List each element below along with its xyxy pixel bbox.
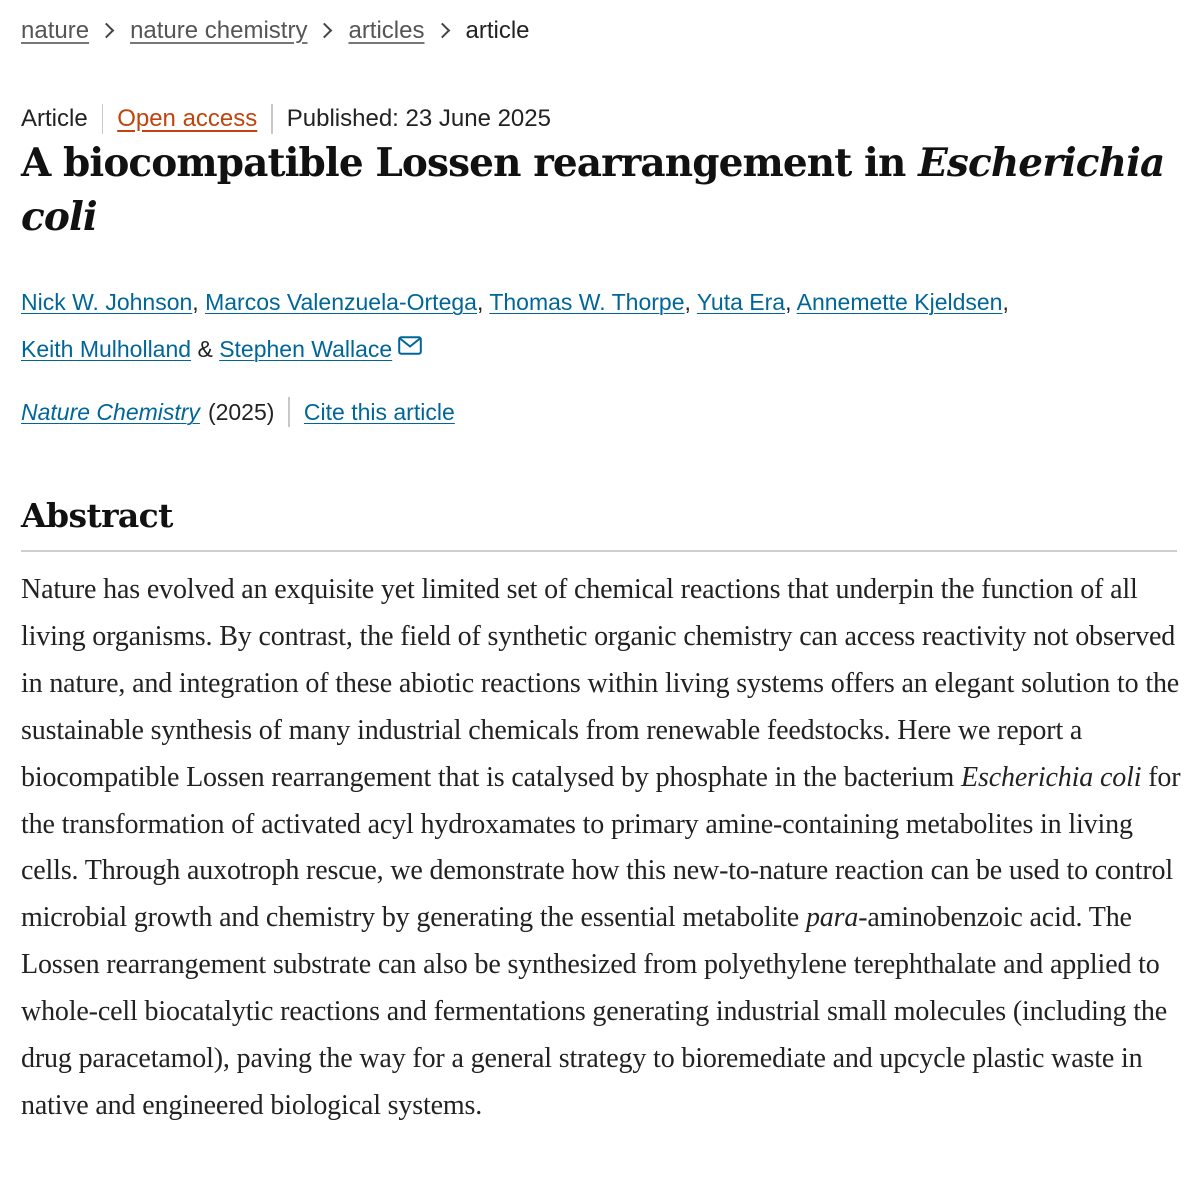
breadcrumb-link-nature-chemistry[interactable]: nature chemistry — [130, 17, 308, 44]
author-link-corresponding[interactable]: Stephen Wallace — [219, 336, 393, 362]
abstract-text-part: Nature has evolved an exquisite yet limited set of chemical reactions that underpin the function of all living organisms. By contrast, the field of synthetic organic chemistry can access reactivity not observed in nature, and integration of these abiotic reactions within living systems offers an elegant solution to the sustainable synthesis of many industrial chemicals from renewable feedstocks. Here we report a biocompatible Lossen rearrangement that is catalysed by phosphate in the bacterium — [21, 574, 1180, 793]
meta-divider — [271, 104, 273, 134]
author-link[interactable]: Thomas W. Thorpe — [489, 289, 685, 315]
author-link[interactable]: Keith Mulholland — [21, 336, 192, 362]
published-date: Published: 23 June 2025 — [286, 105, 551, 132]
author-ampersand: & — [197, 336, 213, 362]
abstract-text — [21, 567, 1181, 1130]
journal-link[interactable]: Nature Chemistry — [21, 399, 200, 425]
abstract-text-part: -aminobenzoic acid. The Lossen rearrangement substrate can also be synthesized from polyethylene terephthalate and applied to whole-cell biocatalytic reactions and fermentations generating industrial small molecules (including the drug paracetamol), paving the way for a general strategy to bioremediate and upcycle plastic waste in native and engineered biological systems. — [21, 902, 1168, 1121]
mail-icon[interactable] — [398, 324, 422, 371]
cite-article-link[interactable]: Cite this article — [303, 399, 455, 425]
article-type: Article — [21, 105, 88, 132]
author-link[interactable]: Marcos Valenzuela-Ortega — [205, 289, 477, 315]
meta-divider — [102, 104, 104, 134]
open-access-link[interactable]: Open access — [117, 105, 258, 132]
title-text: A biocompatible Lossen rearrangement in — [21, 140, 919, 186]
article-meta — [21, 102, 551, 136]
breadcrumb-current: article — [465, 17, 530, 44]
article-title — [21, 136, 1181, 244]
chevron-right-icon — [307, 14, 348, 48]
breadcrumb-link-articles[interactable]: articles — [348, 17, 425, 44]
abstract-text-part: for the transformation of activated acyl hydroxamates to primary amine-containing metabolites in living cells. Through auxotroph rescue, we demonstrate how this new-to-nature reaction can be used to control microbial growth and chemistry by generating the essential metabolite — [21, 761, 1181, 934]
chevron-right-icon — [89, 14, 130, 48]
abstract-para: para — [805, 902, 859, 934]
abstract-divider — [21, 550, 1177, 552]
chevron-right-icon — [425, 14, 466, 48]
citation-row — [21, 395, 455, 429]
abstract-heading: Abstract — [21, 496, 173, 535]
citation-year: (2025) — [207, 399, 275, 425]
author-link[interactable]: Annemette Kjeldsen — [796, 289, 1003, 315]
author-link[interactable]: Nick W. Johnson — [21, 289, 193, 315]
breadcrumb — [21, 14, 530, 48]
author-link[interactable]: Yuta Era — [696, 289, 786, 315]
title-organism: Escherichia coli — [21, 140, 1165, 240]
abstract-organism: Escherichia coli — [961, 761, 1142, 793]
citation-divider — [288, 397, 290, 427]
author-list: Nick W. Johnson, Marcos Valenzuela-Ortega, Thomas W. Thorpe, Yuta Era, Annemette Kjeldsen, Keith Mulholland & Stephen Wallace — [21, 279, 1181, 374]
breadcrumb-link-nature[interactable]: nature — [21, 17, 90, 44]
